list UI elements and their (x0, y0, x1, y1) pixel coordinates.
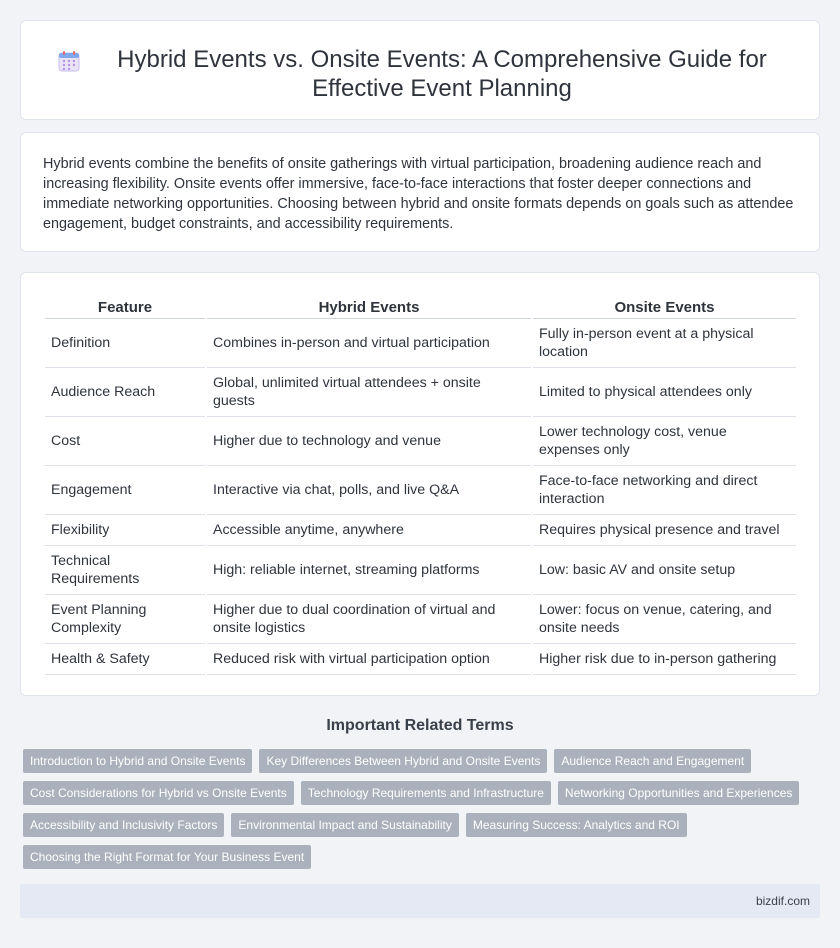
hybrid-cell: Interactive via chat, polls, and live Q&A (207, 466, 531, 515)
intro-paragraph: Hybrid events combine the benefits of onsite gatherings with virtual participation, broadening audience reach and increasing flexibility. Onsite events offer immersive, face-to-face interactions that foster deeper connections and immediate networking opportunities. Choosing between hybrid and onsite formats depends on goals such as attendee engagement, budget constraints, and accessibility requirements. (43, 156, 794, 232)
related-term-tag[interactable]: Choosing the Right Format for Your Business Event (23, 845, 311, 869)
calendar-icon (58, 50, 80, 72)
footer-site-link[interactable]: bizdif.com (755, 894, 810, 908)
table-row (45, 644, 796, 675)
hybrid-cell: High: reliable internet, streaming platforms (207, 546, 531, 595)
related-term-tag[interactable]: Networking Opportunities and Experiences (558, 781, 799, 805)
related-term-tag[interactable]: Accessibility and Inclusivity Factors (23, 813, 224, 837)
related-term-tag[interactable]: Technology Requirements and Infrastructure (301, 781, 551, 805)
table-header-row (45, 295, 796, 319)
comparison-card (20, 272, 820, 696)
related-term-tag[interactable]: Introduction to Hybrid and Onsite Events (23, 749, 252, 773)
hybrid-cell: Higher due to dual coordination of virtual and onsite logistics (207, 595, 531, 644)
onsite-cell: Fully in-person event at a physical location (533, 319, 796, 368)
feature-cell: Flexibility (45, 515, 205, 546)
feature-cell: Health & Safety (45, 644, 205, 675)
hybrid-cell: Accessible anytime, anywhere (207, 515, 531, 546)
hybrid-cell: Global, unlimited virtual attendees + onsite guests (207, 368, 531, 417)
header-feature: Feature (45, 295, 205, 319)
feature-cell: Definition (45, 319, 205, 368)
onsite-cell: Face-to-face networking and direct interaction (533, 466, 796, 515)
table-row (45, 595, 796, 644)
header-onsite: Onsite Events (533, 295, 796, 319)
intro-card (20, 132, 820, 252)
hybrid-cell: Reduced risk with virtual participation option (207, 644, 531, 675)
table-row (45, 515, 796, 546)
table-row (45, 546, 796, 595)
onsite-cell: Requires physical presence and travel (533, 515, 796, 546)
page-title: Hybrid Events vs. Onsite Events: A Comprehensive Guide for Effective Event Planning (117, 46, 767, 102)
feature-cell: Event Planning Complexity (45, 595, 205, 644)
related-terms-heading: Important Related Terms (326, 717, 514, 734)
onsite-cell: Higher risk due to in-person gathering (533, 644, 796, 675)
related-term-tag[interactable]: Measuring Success: Analytics and ROI (466, 813, 687, 837)
feature-cell: Audience Reach (45, 368, 205, 417)
hybrid-cell: Combines in-person and virtual participation (207, 319, 531, 368)
related-term-tag[interactable]: Environmental Impact and Sustainability (231, 813, 458, 837)
related-term-tag[interactable]: Key Differences Between Hybrid and Onsite Events (259, 749, 547, 773)
comparison-table (43, 295, 798, 675)
related-term-tag[interactable]: Cost Considerations for Hybrid vs Onsite Events (23, 781, 294, 805)
hybrid-cell: Higher due to technology and venue (207, 417, 531, 466)
onsite-cell: Low: basic AV and onsite setup (533, 546, 796, 595)
header-hybrid: Hybrid Events (207, 295, 531, 319)
table-row (45, 466, 796, 515)
table-row (45, 368, 796, 417)
title-card (20, 20, 820, 120)
table-row (45, 319, 796, 368)
onsite-cell: Limited to physical attendees only (533, 368, 796, 417)
footer (20, 884, 820, 918)
related-term-tag[interactable]: Audience Reach and Engagement (554, 749, 751, 773)
onsite-cell: Lower: focus on venue, catering, and onsite needs (533, 595, 796, 644)
onsite-cell: Lower technology cost, venue expenses only (533, 417, 796, 466)
feature-cell: Engagement (45, 466, 205, 515)
table-row (45, 417, 796, 466)
feature-cell: Cost (45, 417, 205, 466)
related-terms-list (23, 749, 823, 877)
feature-cell: Technical Requirements (45, 546, 205, 595)
